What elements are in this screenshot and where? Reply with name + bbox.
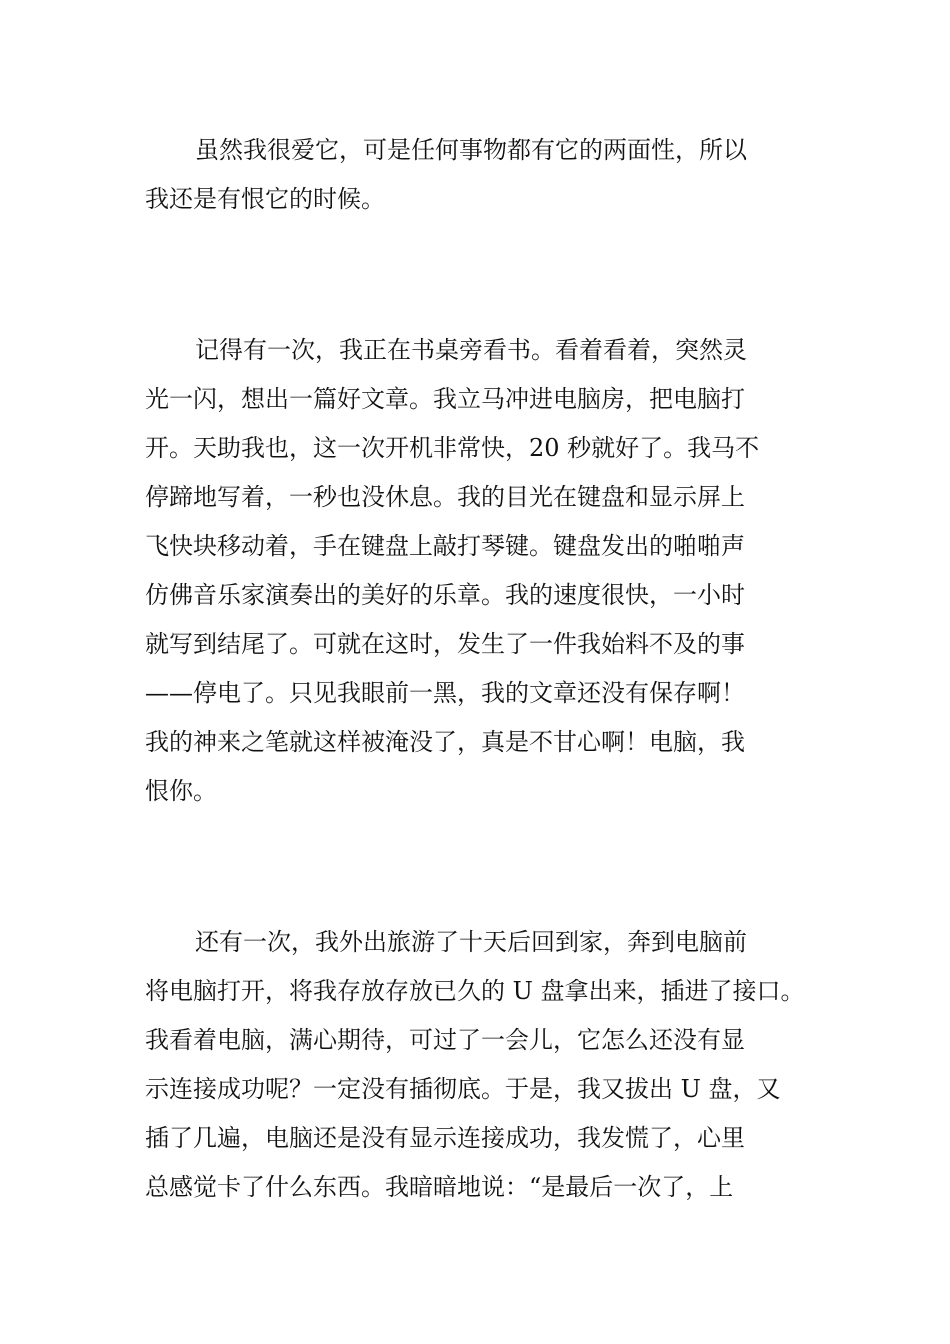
paragraph-line: 仿佛音乐家演奏出的美好的乐章。我的速度很快，一小时 [145,581,745,609]
paragraph-line: 虽然我很爱它，可是任何事物都有它的两面性，所以 [195,136,747,164]
paragraph-line: 我还是有恨它的时候。 [145,185,385,213]
paragraph-line: 总感觉卡了什么东西。我暗暗地说：“是最后一次了，上 [145,1173,734,1201]
paragraph-line: 还有一次，我外出旅游了十天后回到家，奔到电脑前 [195,928,747,956]
paragraph-line: 记得有一次，我正在书桌旁看书。看着看着，突然灵 [195,336,747,364]
paragraph-line: 就写到结尾了。可就在这时，发生了一件我始料不及的事 [145,630,745,658]
paragraph-line: 停蹄地写着，一秒也没休息。我的目光在键盘和显示屏上 [145,483,745,511]
paragraph-line: 开。天助我也，这一次开机非常快，20 秒就好了。我马不 [145,434,760,462]
paragraph-line: 示连接成功呢？一定没有插彻底。于是，我又拔出 U 盘，又 [145,1075,781,1103]
paragraph-line: 恨你。 [145,777,217,805]
paragraph-line: ——停电了。只见我眼前一黑，我的文章还没有保存啊！ [145,679,745,707]
paragraph-line: 光一闪，想出一篇好文章。我立马冲进电脑房，把电脑打 [145,385,745,413]
paragraph-line: 将电脑打开，将我存放存放已久的 U 盘拿出来，插进了接口。 [145,977,805,1005]
paragraph-line: 飞快块移动着，手在键盘上敲打琴键。键盘发出的啪啪声 [145,532,745,560]
paragraph-line: 插了几遍，电脑还是没有显示连接成功，我发慌了，心里 [145,1124,745,1152]
paragraph-line: 我看着电脑，满心期待，可过了一会儿，它怎么还没有显 [145,1026,745,1054]
paragraph-line: 我的神来之笔就这样被淹没了，真是不甘心啊！电脑，我 [145,728,745,756]
